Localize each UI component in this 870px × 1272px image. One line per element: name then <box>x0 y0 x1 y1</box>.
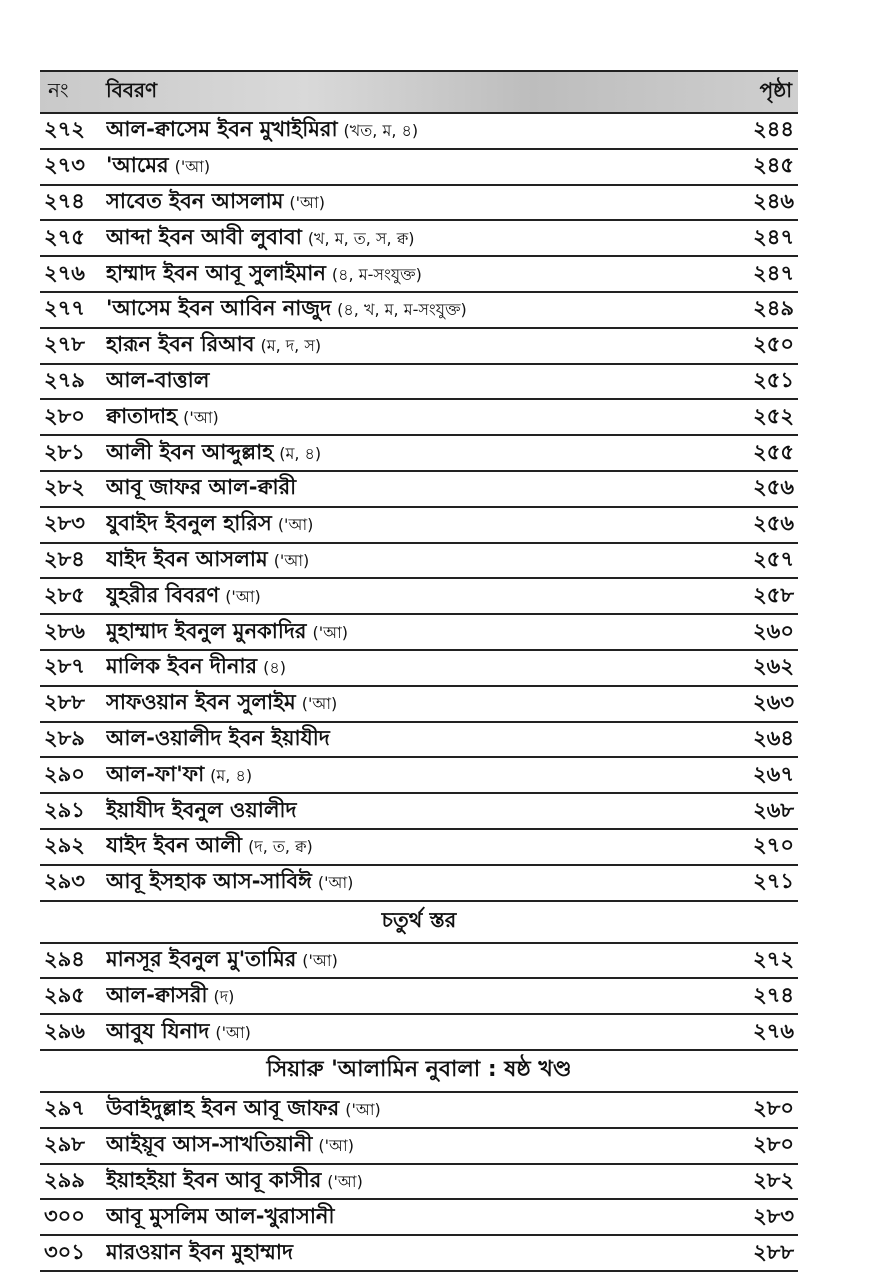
header-description: বিবরণ <box>106 77 158 102</box>
table-row <box>40 615 798 651</box>
table-header <box>40 70 798 114</box>
entry-title-cell <box>106 1200 708 1235</box>
entry-title-cell <box>106 400 708 435</box>
table-row <box>40 758 798 794</box>
entry-title: সাবেত ইবন আসলাম <box>106 189 284 213</box>
entry-number: ২৮৩ <box>44 511 85 536</box>
entry-page: ২৮০ <box>753 1132 794 1157</box>
entry-note: ('আ) <box>318 1136 354 1156</box>
header-page: পৃষ্ঠা <box>759 77 792 102</box>
entry-number: ২৭৮ <box>44 332 85 357</box>
entry-title: আল-ক্বাসরী <box>106 982 208 1007</box>
entry-title-cell <box>106 221 708 256</box>
table-row <box>40 257 798 293</box>
entry-number: ২৯৪ <box>44 946 85 971</box>
entry-title: ক্বাতাদাহ <box>106 403 178 428</box>
entry-page: ২৬৩ <box>753 690 794 715</box>
entry-page: ২৬২ <box>753 654 794 679</box>
entry-note: (ম, দ, স) <box>260 336 322 356</box>
entry-page: ২৪৬ <box>753 189 794 213</box>
entry-number: ২৮০ <box>44 403 85 428</box>
entry-title-cell <box>106 1015 708 1050</box>
entry-number: ৩০০ <box>44 1203 85 1228</box>
entry-title: হারূন ইবন রিআব <box>106 332 255 357</box>
table-row <box>40 979 798 1015</box>
entry-title: 'আসেম ইবন আবিন নাজুদ <box>106 296 332 321</box>
entry-page: ২৬৮ <box>753 797 794 822</box>
entry-number: ২৮৫ <box>44 582 85 607</box>
entry-number: ৩০১ <box>44 1239 85 1264</box>
entry-title-cell <box>106 257 708 292</box>
entry-title-cell <box>106 436 708 471</box>
entry-page: ২৬৪ <box>753 725 794 750</box>
entry-title: আল-ক্বাসেম ইবন মুখাইমিরা <box>106 117 338 142</box>
section-heading-fourth-tier: চতুর্থ স্তর <box>40 902 798 944</box>
entry-title: আল-ফা'ফা <box>106 761 205 786</box>
entry-page: ২৬০ <box>753 618 794 643</box>
entry-title: যুবাইদ ইবনুল হারিস <box>106 511 272 536</box>
entry-title: ইয়াযীদ ইবনুল ওয়ালীদ <box>106 797 297 822</box>
entry-title: আবূ জাফর আল-ক্বারী <box>106 475 297 500</box>
entry-page: ২৫৫ <box>753 439 794 464</box>
entry-title-cell <box>106 650 708 685</box>
entry-title: হাম্মাদ ইবন আবূ সুলাইমান <box>106 260 326 285</box>
entry-title-cell <box>106 292 708 327</box>
entry-number: ২৮৮ <box>44 690 85 715</box>
entry-title: আবুয যিনাদ <box>106 1018 210 1043</box>
entry-number: ২৯৬ <box>44 1018 85 1043</box>
entry-page: ২৮২ <box>753 1167 794 1192</box>
entry-note: ('আ) <box>225 586 261 606</box>
entry-number: ২৮৭ <box>44 654 85 679</box>
entry-page: ২৭০ <box>753 833 794 858</box>
table-row <box>40 293 798 329</box>
section-heading-volume-six: সিয়ারু 'আলামিন নুবালা : ষষ্ঠ খণ্ড <box>40 1051 798 1093</box>
entry-note: ('আ) <box>215 1022 251 1042</box>
table-row <box>40 1200 798 1236</box>
entry-title: উবাইদুল্লাহ ইবন আবূ জাফর <box>106 1096 340 1121</box>
table-row <box>40 365 798 401</box>
entry-note: (খত, ম, ৪) <box>343 121 419 141</box>
entry-page: ২৪৫ <box>753 153 794 178</box>
table-row <box>40 866 798 902</box>
entry-note: (খ, ম, ত, স, ক্ব) <box>307 228 415 248</box>
entry-title-cell <box>106 722 708 757</box>
entry-note: (৪, ম-সংযুক্ত) <box>331 264 422 284</box>
entry-title: আব্দা ইবন আবী লুবাবা <box>106 224 302 249</box>
table-row <box>40 830 798 866</box>
table-row <box>40 1165 798 1201</box>
entry-title: আল-বাত্তাল <box>106 367 210 392</box>
table-row <box>40 114 798 150</box>
entry-number: ২৯০ <box>44 761 85 786</box>
entry-note: ('আ) <box>317 873 354 893</box>
entry-title-cell <box>106 1128 708 1163</box>
entry-number: ২৯৩ <box>44 869 85 894</box>
entry-number: ২৯৮ <box>44 1132 85 1157</box>
entry-page: ২৫৭ <box>753 546 794 571</box>
entry-title: যাইদ ইবন আলী <box>106 833 243 858</box>
entry-title-cell <box>106 185 708 220</box>
entry-page: ২৪৭ <box>753 260 794 285</box>
entry-page: ২৫৮ <box>753 582 794 607</box>
entry-note: ('আ) <box>273 550 310 570</box>
entry-page: ২৫৬ <box>753 475 794 500</box>
table-row <box>40 651 798 687</box>
entry-number: ২৮৯ <box>44 725 85 750</box>
entry-number: ২৯২ <box>44 833 85 858</box>
entry-number: ২৮৬ <box>44 618 85 643</box>
entry-note: ('আ) <box>289 193 325 212</box>
table-row <box>40 1015 798 1051</box>
entry-page: ২৭২ <box>753 946 794 971</box>
entry-note: (দ, ত, ক্ব) <box>248 837 313 857</box>
entry-page: ২৫০ <box>753 332 794 357</box>
entry-number: ২৯৯ <box>44 1167 85 1192</box>
contents-table <box>40 70 798 1272</box>
entry-title-cell <box>106 1236 708 1271</box>
entry-title: আইয়ূব আস-সাখতিয়ানী <box>106 1132 313 1157</box>
entry-title: 'আমের <box>106 153 169 178</box>
table-row <box>40 186 798 222</box>
entry-title-cell <box>106 1164 708 1199</box>
table-row <box>40 221 798 257</box>
entry-note: ('আ) <box>301 694 338 714</box>
entry-page: ২৫১ <box>753 367 794 392</box>
entry-title-cell <box>106 829 708 864</box>
entry-page: ২৬৭ <box>753 761 794 786</box>
entry-number: ২৭৫ <box>44 224 85 249</box>
table-row <box>40 472 798 508</box>
entry-page: ২৮০ <box>753 1096 794 1121</box>
table-row <box>40 544 798 580</box>
entry-page: ২৭৬ <box>753 1018 794 1043</box>
entry-number: ২৯৫ <box>44 982 85 1007</box>
entry-title: আবূ মুসলিম আল-খুরাসানী <box>106 1203 335 1228</box>
entry-note: ('আ) <box>312 622 349 642</box>
entry-number: ২৭৭ <box>44 296 85 321</box>
entry-note: ('আ) <box>277 515 314 535</box>
entry-title: মানসূর ইবনুল মু'তামির <box>106 946 297 971</box>
entry-title-cell <box>106 364 708 399</box>
entry-page: ২৮৮ <box>753 1239 794 1264</box>
entry-note: (৪) <box>263 658 286 678</box>
table-row <box>40 687 798 723</box>
entry-title: সাফওয়ান ইবন সুলাইম <box>106 690 296 715</box>
entry-title-cell <box>106 794 708 829</box>
entry-title: আল-ওয়ালীদ ইবন ইয়াযীদ <box>106 725 330 750</box>
entries-group-b <box>40 944 798 1051</box>
entry-page: ২৪৯ <box>753 296 794 321</box>
table-row <box>40 1093 798 1129</box>
entry-title: আলী ইবন আব্দুল্লাহ <box>106 439 274 464</box>
entry-title-cell <box>106 865 708 900</box>
entry-title: যুহরীর বিবরণ <box>106 582 220 607</box>
entry-note: ('আ) <box>183 407 219 427</box>
entry-number: ২৮২ <box>44 475 85 500</box>
entry-number: ২৯১ <box>44 797 85 822</box>
entry-title: মারওয়ান ইবন মুহাম্মাদ <box>106 1239 294 1264</box>
entry-title-cell <box>106 943 708 978</box>
entry-number: ২৭৬ <box>44 260 85 285</box>
table-row <box>40 1129 798 1165</box>
entry-title-cell <box>106 1092 708 1127</box>
entry-title: আবূ ইসহাক আস-সাবিঈ <box>106 869 312 894</box>
entry-note: ('আ) <box>302 950 338 970</box>
entry-number: ২৮১ <box>44 439 85 464</box>
table-row <box>40 436 798 472</box>
entry-title: যাইদ ইবন আসলাম <box>106 546 268 571</box>
entry-note: (দ) <box>213 986 235 1006</box>
entry-page: ২৪৪ <box>753 117 794 142</box>
table-row <box>40 723 798 759</box>
entry-title-cell <box>106 686 708 721</box>
entry-title-cell <box>106 507 708 542</box>
entry-title-cell <box>106 113 708 148</box>
table-row <box>40 944 798 980</box>
entry-note: ('আ) <box>174 157 211 177</box>
entry-page: ২৭৪ <box>753 982 794 1007</box>
entry-title-cell <box>106 149 708 184</box>
entry-note: ('আ) <box>327 1171 363 1191</box>
entry-title: ইয়াহইয়া ইবন আবূ কাসীর <box>106 1167 322 1192</box>
table-row <box>40 1236 798 1272</box>
entry-title: মুহাম্মাদ ইবনুল মুনকাদির <box>106 618 307 643</box>
entry-page: ২৪৭ <box>753 224 794 249</box>
entry-page: ২৭১ <box>753 869 794 894</box>
header-number: নং <box>48 77 69 102</box>
table-row <box>40 508 798 544</box>
entries-group-c <box>40 1093 798 1272</box>
entry-number: ২৮৪ <box>44 546 85 571</box>
entry-number: ২৭৪ <box>44 189 85 213</box>
entry-page: ২৮৩ <box>753 1203 794 1228</box>
entry-title-cell <box>106 543 708 578</box>
entry-title-cell <box>106 471 708 506</box>
table-row <box>40 400 798 436</box>
entry-note: (ম, ৪) <box>210 765 253 785</box>
entry-title-cell <box>106 979 708 1014</box>
entry-note: (৪, খ, ম, ম-সংযুক্ত) <box>337 300 467 320</box>
entry-number: ২৭২ <box>44 117 85 142</box>
entry-title-cell <box>106 615 708 650</box>
entry-page: ২৫২ <box>753 403 794 428</box>
entry-number: ২৭৯ <box>44 367 85 392</box>
entry-title-cell <box>106 579 708 614</box>
table-row <box>40 794 798 830</box>
entry-number: ২৭৩ <box>44 153 85 178</box>
entry-number: ২৯৭ <box>44 1096 85 1121</box>
table-row <box>40 579 798 615</box>
entries-group-a <box>40 114 798 902</box>
entry-note: (ম, ৪) <box>279 443 322 463</box>
entry-title: মালিক ইবন দীনার <box>106 654 258 679</box>
entry-page: ২৫৬ <box>753 511 794 536</box>
entry-title-cell <box>106 328 708 363</box>
entry-title-cell <box>106 758 708 793</box>
table-row <box>40 150 798 186</box>
table-row <box>40 329 798 365</box>
entry-note: ('আ) <box>345 1100 381 1120</box>
